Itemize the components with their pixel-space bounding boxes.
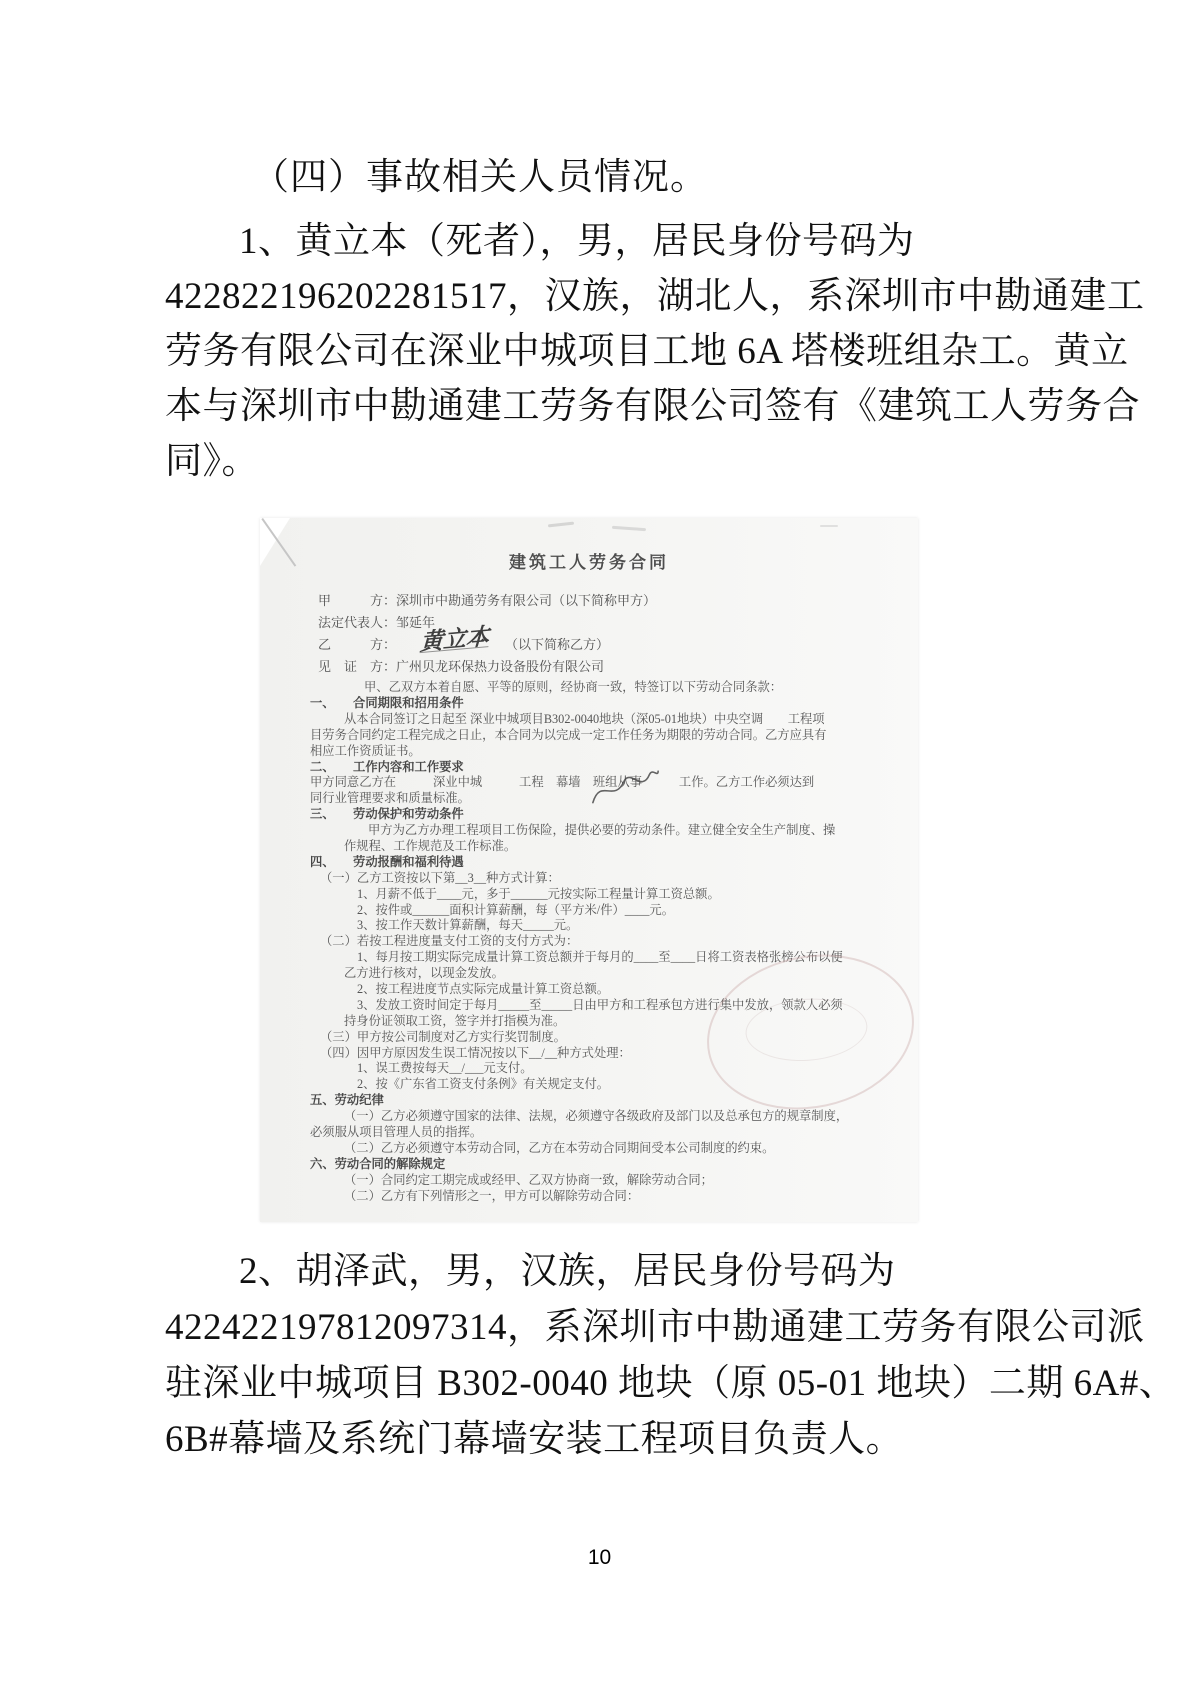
paragraph-1: [165, 214, 1145, 489]
contract-clause: 3、发放工资时间定于每月_____至_____日由甲方和工程承包方进行集中发放，领款人必须: [357, 997, 843, 1012]
paragraph-line: 劳务有限公司在深业中城项目工地 6A 塔楼班组杂工。黄立: [165, 331, 1129, 372]
contract-clause: 从本合同签订之日起至 深业中城项目B302-0040地块（深05-01地块）中央空调 工程项: [344, 711, 825, 726]
contract-clause: 六、劳动合同的解除规定: [310, 1156, 446, 1171]
contract-clause: （三）甲方按公司制度对乙方实行奖罚制度。: [320, 1029, 566, 1044]
paragraph-line: 本与深圳市中勘通建工劳务有限公司签有《建筑工人劳务合: [165, 386, 1140, 427]
contract-clause: 一、 合同期限和招用条件: [310, 696, 464, 710]
paragraph-line: 2、胡泽武，男，汉族，居民身份号码为: [239, 1251, 896, 1292]
scan-smudge: [548, 522, 574, 528]
contract-clause: 2、按工程进度节点实际完成量计算工资总额。: [357, 982, 610, 997]
contract-scan-image: [260, 518, 918, 1222]
contract-clause: 二、 工作内容和工作要求: [310, 759, 464, 774]
paragraph-line: 同》。: [165, 441, 259, 482]
contract-clause: 作规程、工作规范及工作标准。: [344, 839, 517, 854]
contract-clause: 三、 劳动保护和劳动条件: [310, 807, 464, 822]
contract-clause: 1、每月按工期实际完成量计算工资总额并于每月的____至____日将工资表格张榜公布以便: [357, 950, 843, 965]
stamp-inner-mark: [743, 995, 869, 1065]
contract-clause: 甲方为乙方办理工程项目工伤保险，提供必要的劳动条件。建立健全安全生产制度、操: [368, 823, 836, 838]
contract-party-b-suffix: （以下简称乙方）: [505, 637, 610, 652]
contract-witness: 见 证 方：广州贝龙环保热力设备股份有限公司: [318, 658, 605, 674]
contract-clause: 2、按件或______面积计算薪酬，每（平方米/件）____元。: [357, 902, 674, 917]
contract-clause: 持身份证领取工资，签字并打指模为准。: [344, 1013, 566, 1028]
contract-parties: [318, 590, 656, 677]
contract-clause: 乙方进行核对，以现金发放。: [344, 966, 504, 981]
paragraph-line: 422422197812097314，系深圳市中勘通建工劳务有限公司派: [165, 1307, 1145, 1348]
contract-clause: 必须服从项目管理人员的指挥。: [310, 1125, 483, 1140]
contract-title: 建筑工人劳务合同: [509, 553, 669, 572]
party-b-signature-handwriting: 黄立本: [419, 623, 490, 656]
contract-clause: 五、劳动纪律: [310, 1093, 384, 1108]
contract-party-b: [318, 623, 656, 656]
contract-clause: （二）若按工程进度量支付工资的支付方式为：: [320, 934, 579, 949]
paragraph-line: 驻深业中城项目 B302-0040 地块（原 05-01 地块）二期 6A#、: [165, 1363, 1177, 1404]
paragraph-line: 1、黄立本（死者），男，居民身份号码为: [239, 221, 915, 262]
contract-clause: 1、误工费按每天__/___元支付。: [357, 1061, 533, 1076]
contract-clause: 甲方同意乙方在 深业中城 工程 幕墙 班组从事 工作。乙方工作必须达到: [310, 775, 815, 790]
contract-clause: （一）乙方必须遵守国家的法律、法规，必须遵守各级政府及部门以及总承包方的规章制度，: [344, 1109, 849, 1124]
contract-clause: 相应工作资质证书。: [310, 743, 421, 758]
contract-party-b-label: 乙 方：: [318, 637, 397, 652]
page-number: 10: [587, 1546, 612, 1569]
paragraph-line: 422822196202281517，汉族，湖北人，系深圳市中勘通建工: [165, 276, 1145, 317]
contract-legal-representative: 法定代表人：邹延年: [318, 614, 436, 630]
contract-clause: （二）乙方有下列情形之一，甲方可以解除劳动合同：: [344, 1188, 640, 1203]
contract-clause: 同行业管理要求和质量标准。: [310, 791, 470, 806]
contract-clause: （一）合同约定工期完成或经甲、乙双方协商一致，解除劳动合同；: [344, 1172, 713, 1187]
contract-party-a: 甲 方：深圳市中勘通劳务有限公司（以下简称甲方）: [318, 593, 657, 608]
section-heading: （四）事故相关人员情况。: [252, 157, 708, 198]
contract-clause: （二）乙方必须遵守本劳动合同，乙方在本劳动合同期间受本公司制度的约束。: [344, 1140, 775, 1155]
contract-clause: （四）因甲方原因发生误工情况按以下__/__种方式处理：: [320, 1045, 631, 1060]
paragraph-line: 6B#幕墙及系统门幕墙安装工程项目负责人。: [165, 1419, 904, 1460]
paragraph-2: [165, 1244, 1177, 1468]
contract-clause: 2、按《广东省工资支付条例》有关规定支付。: [357, 1077, 610, 1092]
scan-smudge: [612, 526, 646, 531]
contract-clause: 3、按工作天数计算薪酬，每天_____元。: [357, 918, 579, 933]
contract-clause: 四、 劳动报酬和福利待遇: [310, 854, 464, 869]
contract-clause: （一）乙方工资按以下第__3__种方式计算：: [320, 870, 560, 885]
contract-preamble: 甲、乙双方本着自愿、平等的原则，经协商一致，特签订以下劳动合同条款：: [364, 680, 783, 694]
contract-clause: 1、月薪不低于____元，多于______元按实际工程量计算工资总额。: [357, 886, 720, 901]
contract-clause: 目劳务合同约定工程完成之日止，本合同为以完成一定工作任务为期限的劳动合同。乙方应具有: [310, 727, 827, 742]
scan-smudge: [820, 525, 838, 527]
